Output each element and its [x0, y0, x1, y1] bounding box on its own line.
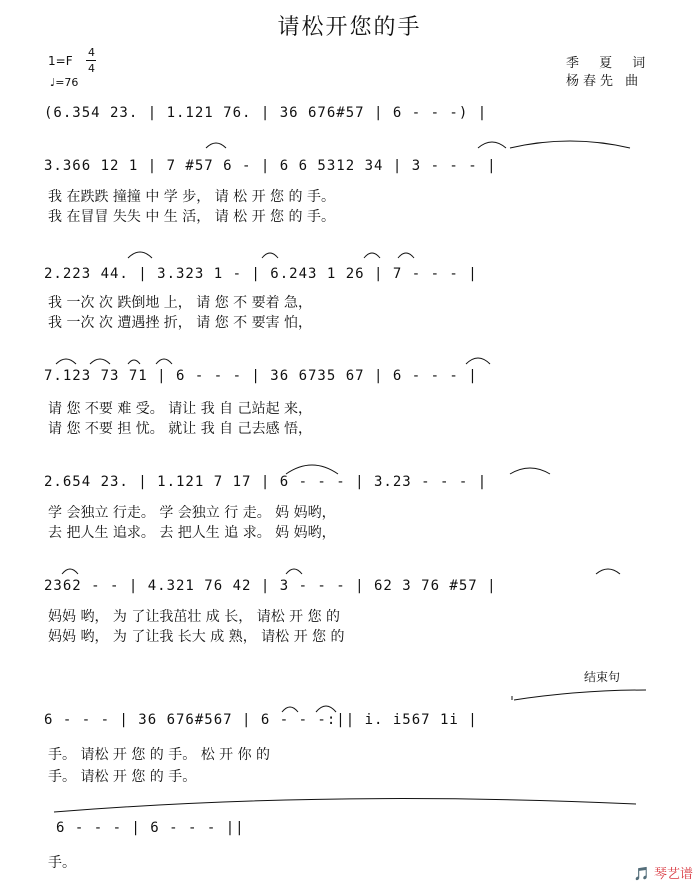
time-signature-bottom: 4	[88, 62, 95, 75]
time-signature-divider	[86, 60, 96, 61]
composer-credit: 杨春先 曲	[566, 74, 643, 89]
notes: 6 - - - | 36 676#567 | 6 - - -:|| i. i567 1i |	[44, 712, 478, 728]
slur-arc	[466, 358, 490, 364]
notes: 7.123 73 71 | 6 - - - | 36 6735 67 | 6 - - - |	[44, 368, 478, 384]
slur-arc	[128, 360, 140, 364]
lyric-verse-2: 妈妈 哟， 为 了让我 长大 成 熟， 请松 开 您 的	[48, 629, 345, 645]
lyricist-credit: 季 夏 词	[566, 56, 654, 71]
song-title: 请松开您的手	[277, 15, 422, 40]
notes: 2.654 23. | 1.121 7 17 | 6 - - - | 3.23 - - - |	[44, 474, 488, 490]
lyric-verse-2: 我 在冒冒 失失 中 生 活， 请 松 开 您 的 手。	[48, 209, 335, 225]
slur-arc	[478, 142, 506, 148]
watermark-logo	[634, 863, 693, 882]
slur-arc	[398, 253, 414, 258]
lyric-verse-2: 请 您 不要 担 忧。 就让 我 自 己去感 悟，	[48, 421, 313, 437]
lyric-verse-2: 我 一次 次 遭遇挫 折， 请 您 不 要害 怕，	[48, 315, 313, 331]
lyric-verse-1: 手。 请松 开 您 的 手。 松 开 你 的	[48, 747, 271, 763]
slur-arc	[596, 569, 620, 574]
slur-arc	[286, 569, 302, 574]
watermark-text: 琴艺谱	[653, 867, 693, 882]
notes: (6.354 23. | 1.121 76. | 36 676#57 | 6 - - -) |	[44, 105, 488, 121]
ending-bracket	[514, 690, 646, 700]
time-signature-top: 4	[88, 46, 95, 59]
slur-arc	[262, 253, 278, 258]
slur-arc	[286, 465, 338, 474]
lyric-verse-1: 学 会独立 行走。 学 会独立 行 走。 妈 妈哟，	[48, 505, 336, 521]
slur-arc	[156, 359, 172, 364]
watermark-icon: 🎵	[633, 867, 650, 882]
ending-label: 结束句	[584, 670, 621, 684]
slur-arc	[364, 253, 380, 258]
slur-arc	[206, 143, 226, 148]
notes: 3.366 12 1 | 7 #57 6 - | 6 6 5312 34 | 3 - - - |	[44, 158, 497, 174]
lyric-verse-1: 手。	[48, 855, 76, 871]
key-signature: 1=F	[48, 54, 73, 68]
tempo-marking: ♩=76	[50, 76, 79, 89]
slur-arc	[128, 252, 152, 258]
slur-arc	[62, 569, 78, 574]
lyric-verse-2: 去 把人生 追求。 去 把人生 追 求。 妈 妈哟，	[48, 525, 336, 541]
lyric-verse-2: 手。 请松 开 您 的 手。	[48, 769, 197, 785]
notes: 6 - - - | 6 - - - ||	[56, 820, 245, 836]
lyric-verse-1: 我 一次 次 跌倒地 上， 请 您 不 要着 急，	[48, 295, 313, 311]
notes: 2.223 44. | 3.323 1 - | 6.243 1 26 | 7 - - - |	[44, 266, 478, 282]
lyric-verse-1: 请 您 不要 难 受。 请让 我 自 己站起 来，	[48, 401, 313, 417]
notes: 2362 - - | 4.321 76 42 | 3 - - - | 62 3 76 #57 |	[44, 578, 497, 594]
tie-arc	[510, 468, 550, 474]
tie-arc	[510, 141, 630, 148]
slur-arc	[90, 359, 110, 364]
tie-arc-final	[54, 799, 636, 812]
lyric-verse-1: 妈妈 哟， 为 了让我茁壮 成 长， 请松 开 您 的	[48, 609, 341, 625]
slur-arc	[56, 359, 76, 364]
lyric-verse-1: 我 在跌跌 撞撞 中 学 步， 请 松 开 您 的 手。	[48, 189, 335, 205]
